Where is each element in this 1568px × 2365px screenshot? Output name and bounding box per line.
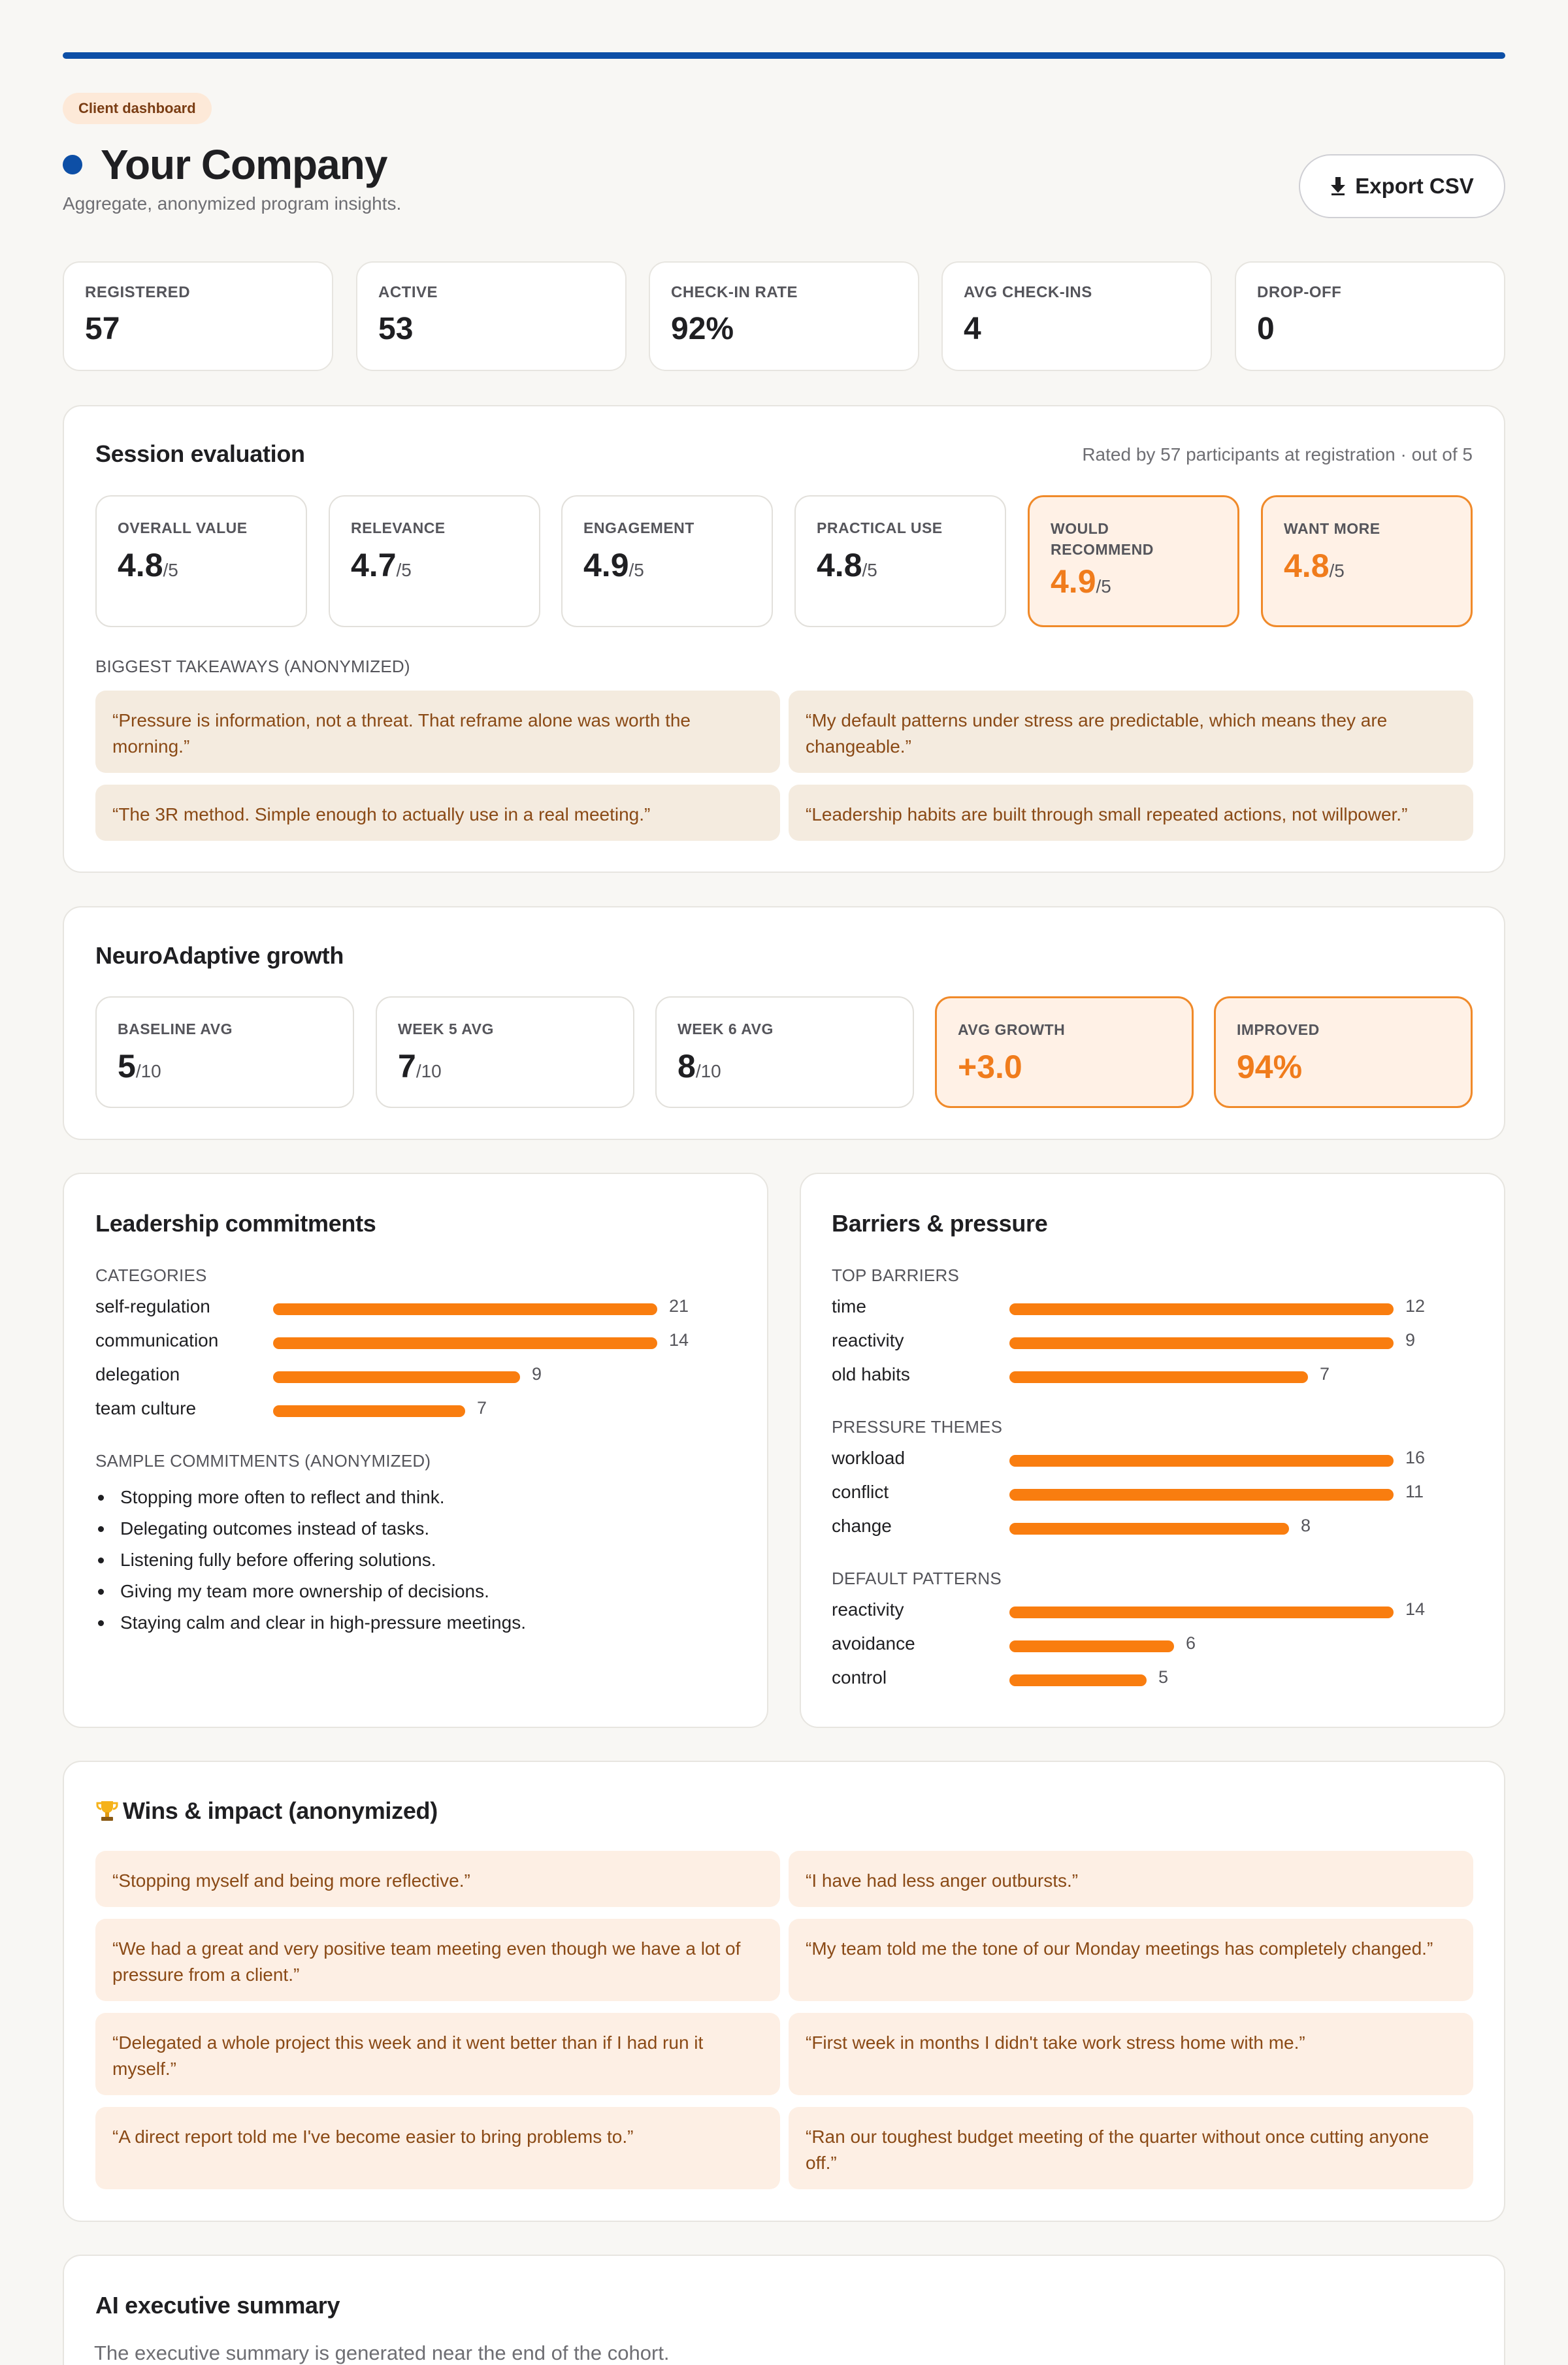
bar-label: conflict	[832, 1482, 889, 1502]
page-subtitle: Aggregate, anonymized program insights.	[63, 193, 402, 214]
metric-baseline-avg	[95, 996, 354, 1108]
stat-label: REGISTERED	[85, 284, 191, 301]
stat-label: DROP-OFF	[1257, 284, 1342, 301]
bar-label: reactivity	[832, 1330, 904, 1350]
takeaway-quote: “Pressure is information, not a threat. That reframe alone was worth the morning.”	[95, 691, 780, 773]
takeaway-quote: “My default patterns under stress are predictable, which means they are changeable.”	[789, 691, 1473, 773]
sample-commitments-label: SAMPLE COMMITMENTS (ANONYMIZED)	[95, 1451, 431, 1471]
metric-value: 4.8/5	[817, 547, 877, 583]
metric-label: RELEVANCE	[351, 519, 446, 536]
bar-fill	[1009, 1371, 1308, 1383]
stat-value: 57	[85, 312, 120, 346]
metric-improved	[1214, 996, 1473, 1108]
win-quote: “First week in months I didn't take work stress home with me.”	[789, 2013, 1473, 2095]
metric-engagement	[561, 495, 773, 627]
download-arrow-icon	[1330, 177, 1346, 195]
win-quote: “Delegated a whole project this week and it went better than if I had run it myself.”	[95, 2013, 780, 2095]
bar-value: 11	[1405, 1482, 1424, 1501]
summary-text: The executive summary is generated near the end of the cohort.	[94, 2341, 670, 2364]
metric-value: 8/10	[678, 1048, 721, 1085]
stat-value: 92%	[671, 312, 734, 346]
metric-label: WEEK 6 AVG	[678, 1020, 774, 1037]
bar-label: reactivity	[832, 1599, 904, 1620]
metric-label: ENGAGEMENT	[583, 519, 694, 536]
stat-card-active	[356, 261, 627, 371]
commitments-card	[63, 1173, 768, 1728]
metric-value: 4.7/5	[351, 547, 412, 583]
metric-label: WEEK 5 AVG	[398, 1020, 494, 1037]
metric-value: 94%	[1237, 1049, 1303, 1085]
metric-value: 4.9/5	[583, 547, 644, 583]
metric-value: 4.8/5	[118, 547, 178, 583]
bar-value: 9	[532, 1364, 542, 1384]
top-barriers-label: TOP BARRIERS	[832, 1265, 960, 1285]
bar-value: 16	[1405, 1448, 1426, 1467]
bar-value: 7	[1320, 1364, 1330, 1384]
bar-fill	[1009, 1303, 1394, 1315]
metric-value: 4.9/5	[1051, 563, 1111, 600]
stat-value: 53	[378, 312, 414, 346]
takeaway-quote: “The 3R method. Simple enough to actually use in a real meeting.”	[95, 785, 780, 841]
bar-value: 5	[1158, 1667, 1169, 1687]
metric-overall-value	[95, 495, 307, 627]
list-item: Staying calm and clear in high-pressure meetings.	[94, 1607, 526, 1639]
metric-label: PRACTICAL USE	[817, 519, 943, 536]
export-csv-button[interactable]	[1299, 154, 1505, 218]
bar-value: 9	[1405, 1330, 1416, 1350]
metric-relevance	[329, 495, 540, 627]
summary-title: AI executive summary	[95, 2292, 340, 2319]
bar-fill	[1009, 1523, 1289, 1535]
bar-value: 14	[669, 1330, 689, 1350]
top-accent-bar	[63, 52, 1505, 59]
metric-week5-avg	[376, 996, 634, 1108]
list-item: Stopping more often to reflect and think.	[94, 1482, 526, 1513]
bar-value: 6	[1186, 1633, 1196, 1653]
stat-label: CHECK-IN RATE	[671, 284, 798, 301]
metric-label: BASELINE AVG	[118, 1020, 233, 1037]
win-quote: “Ran our toughest budget meeting of the quarter without once cutting anyone off.”	[789, 2107, 1473, 2189]
commitments-title: Leadership commitments	[95, 1210, 376, 1237]
metric-want-more	[1261, 495, 1473, 627]
metric-value: 4.8/5	[1284, 547, 1345, 584]
page-title: Your Company	[101, 141, 387, 188]
bar-fill	[273, 1337, 657, 1349]
page-title-row	[63, 139, 387, 191]
win-quote: “We had a great and very positive team meeting even though we have a lot of pressure from a client.”	[95, 1919, 780, 2001]
takeaway-quote: “Leadership habits are built through small repeated actions, not willpower.”	[789, 785, 1473, 841]
metric-would-recommend	[1028, 495, 1239, 627]
stat-label: ACTIVE	[378, 284, 438, 301]
metric-value: +3.0	[958, 1049, 1022, 1085]
bar-label: workload	[832, 1448, 906, 1468]
list-item: Delegating outcomes instead of tasks.	[94, 1513, 526, 1544]
stat-value: 4	[964, 312, 981, 346]
bar-fill	[1009, 1674, 1147, 1686]
bar-label: avoidance	[832, 1633, 915, 1654]
stat-card-check-in-rate	[649, 261, 919, 371]
categories-label: CATEGORIES	[95, 1265, 207, 1285]
client-dashboard-tag: Client dashboard	[63, 93, 212, 124]
win-quote: “A direct report told me I've become easier to bring problems to.”	[95, 2107, 780, 2189]
metric-label: WOULD RECOMMEND	[1051, 520, 1154, 558]
metric-value: 7/10	[398, 1048, 442, 1085]
stat-label: AVG CHECK-INS	[964, 284, 1092, 301]
bar-label: old habits	[832, 1364, 910, 1384]
session-evaluation-title: Session evaluation	[95, 440, 305, 467]
bar-value: 12	[1405, 1296, 1426, 1316]
metric-label: IMPROVED	[1237, 1021, 1320, 1038]
bar-label: team culture	[95, 1398, 197, 1418]
win-quote: “Stopping myself and being more reflective.”	[95, 1851, 780, 1907]
sample-commitments-list	[94, 1482, 526, 1639]
trophy-icon	[95, 1799, 119, 1823]
stat-card-drop-off	[1235, 261, 1505, 371]
bar-label: time	[832, 1296, 866, 1316]
bar-label: communication	[95, 1330, 219, 1350]
takeaways-label: BIGGEST TAKEAWAYS (ANONYMIZED)	[95, 657, 410, 676]
list-item: Listening fully before offering solutions.	[94, 1544, 526, 1576]
metric-practical-use	[794, 495, 1006, 627]
session-evaluation-meta: Rated by 57 participants at registration · out of 5	[1082, 444, 1473, 465]
metric-avg-growth	[935, 996, 1194, 1108]
metric-label: AVG GROWTH	[958, 1021, 1066, 1038]
export-csv-label: Export CSV	[1355, 174, 1474, 198]
bar-fill	[1009, 1607, 1394, 1618]
win-quote: “I have had less anger outbursts.”	[789, 1851, 1473, 1907]
brand-dot-icon	[63, 155, 82, 174]
bar-value: 8	[1301, 1516, 1311, 1535]
bar-value: 7	[477, 1398, 487, 1418]
wins-title: Wins & impact (anonymized)	[123, 1797, 438, 1824]
stat-value: 0	[1257, 312, 1275, 346]
bar-fill	[1009, 1337, 1394, 1349]
bar-label: self-regulation	[95, 1296, 210, 1316]
bar-label: change	[832, 1516, 892, 1536]
metric-week6-avg	[655, 996, 914, 1108]
list-item: Giving my team more ownership of decisions.	[94, 1576, 526, 1607]
bar-fill	[273, 1371, 520, 1383]
stat-card-registered	[63, 261, 333, 371]
barriers-title: Barriers & pressure	[832, 1210, 1048, 1237]
bar-value: 21	[669, 1296, 689, 1316]
bar-fill	[1009, 1489, 1394, 1501]
growth-title: NeuroAdaptive growth	[95, 942, 344, 969]
metric-label: OVERALL VALUE	[118, 519, 248, 536]
bar-label: delegation	[95, 1364, 180, 1384]
pressure-themes-label: PRESSURE THEMES	[832, 1417, 1003, 1437]
bar-fill	[1009, 1640, 1174, 1652]
bar-label: control	[832, 1667, 887, 1688]
bar-fill	[273, 1405, 465, 1417]
metric-value: 5/10	[118, 1048, 161, 1085]
stat-card-avg-check-ins	[941, 261, 1212, 371]
default-patterns-label: DEFAULT PATTERNS	[832, 1569, 1002, 1588]
bar-fill	[1009, 1455, 1394, 1467]
wins-title-row	[95, 1797, 438, 1825]
bar-fill	[273, 1303, 657, 1315]
win-quote: “My team told me the tone of our Monday meetings has completely changed.”	[789, 1919, 1473, 2001]
bar-value: 14	[1405, 1599, 1426, 1619]
metric-label: WANT MORE	[1284, 520, 1380, 537]
